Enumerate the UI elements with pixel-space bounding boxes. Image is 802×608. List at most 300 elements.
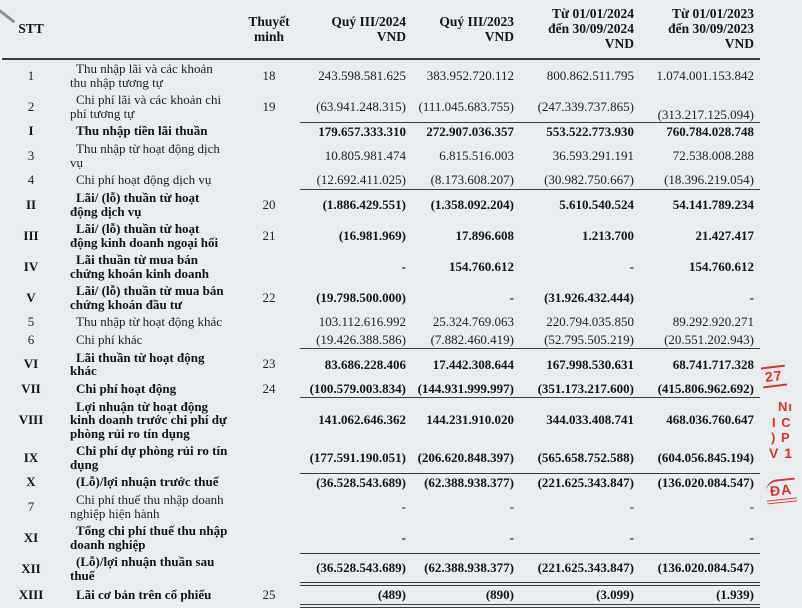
row-label-text: (Lỗ)/lợi nhuận thuần sau thuế xyxy=(70,554,215,583)
stamp-fragment: 27 xyxy=(761,365,787,389)
row-stt xyxy=(2,91,60,122)
row-value xyxy=(640,189,760,220)
row-value xyxy=(412,140,520,171)
row-stt xyxy=(2,122,60,140)
row-note xyxy=(238,122,300,140)
row-value xyxy=(412,522,520,553)
row-value xyxy=(300,473,412,491)
row-value xyxy=(300,442,412,473)
row-stt xyxy=(2,584,60,606)
row-label xyxy=(60,140,238,171)
row-label xyxy=(60,171,238,189)
row-label-text: Lãi/ (lỗ) thuần từ hoạt động kinh doanh ngoại hối xyxy=(70,221,219,250)
row-value xyxy=(300,189,412,220)
row-label-text: Lãi/ (lỗ) thuần từ mua bán chứng khoán đầu tư xyxy=(70,283,224,312)
row-label xyxy=(60,491,238,522)
row-stt xyxy=(2,59,60,91)
header-note-line2: minh xyxy=(253,28,284,44)
table-row xyxy=(2,331,760,349)
row-value xyxy=(640,313,760,331)
row-stt-text: I xyxy=(28,123,34,139)
table-row xyxy=(2,491,760,522)
row-stt-text: IX xyxy=(23,449,39,465)
row-value xyxy=(300,491,412,522)
row-value xyxy=(640,59,760,91)
row-value xyxy=(412,331,520,349)
row-value xyxy=(640,251,760,282)
row-value-text: 1.213.700 xyxy=(582,227,634,243)
row-stt-text: 3 xyxy=(27,147,35,163)
row-value xyxy=(640,380,760,398)
row-value xyxy=(300,282,412,313)
row-value xyxy=(640,473,760,491)
row-stt-text: VII xyxy=(21,380,41,396)
row-value xyxy=(412,553,520,584)
row-stt xyxy=(2,380,60,398)
row-value-text: (565.658.752.588) xyxy=(537,449,634,465)
row-value-text: 36.593.291.191 xyxy=(552,147,634,163)
row-value-text: 54.141.789.234 xyxy=(672,197,754,212)
row-value-text: (177.591.190.051) xyxy=(309,449,406,465)
row-value xyxy=(300,171,412,189)
row-label xyxy=(60,473,238,491)
row-value-text: (18.396.219.054) xyxy=(664,172,754,187)
header-line: VND xyxy=(376,28,406,44)
row-value xyxy=(640,553,760,584)
row-value xyxy=(412,282,520,313)
row-value xyxy=(520,171,640,189)
row-value-text: 154.760.612 xyxy=(449,258,514,274)
row-value xyxy=(412,59,520,91)
table-row xyxy=(2,59,760,91)
row-value xyxy=(520,220,640,251)
row-note xyxy=(238,553,300,584)
row-value-text: (136.020.084.547) xyxy=(657,560,754,575)
header-ytd-2023 xyxy=(640,0,760,59)
row-stt xyxy=(2,522,60,553)
row-value-text: - xyxy=(749,529,754,545)
row-value-text: (36.528.543.689) xyxy=(316,560,406,575)
row-value-text: (136.020.084.547) xyxy=(657,474,754,490)
row-value-text: - xyxy=(401,258,406,274)
row-label-text: Chi phí thuế thu nhập doanh nghiệp hiện hành xyxy=(70,492,224,521)
table-row xyxy=(2,584,760,606)
row-value xyxy=(300,59,412,91)
row-value-text: 10.805.981.474 xyxy=(324,147,406,163)
row-stt xyxy=(2,349,60,380)
row-note xyxy=(238,473,300,491)
row-note xyxy=(238,442,300,473)
table-row xyxy=(2,251,760,282)
row-label xyxy=(60,380,238,398)
row-stt xyxy=(2,220,60,251)
row-value-text: 6.815.516.003 xyxy=(439,147,514,163)
row-value xyxy=(520,349,640,380)
row-note-text: 24 xyxy=(262,380,276,396)
table-row xyxy=(2,522,760,553)
row-value-text: 800.862.511.795 xyxy=(546,67,634,83)
row-value xyxy=(300,553,412,584)
row-value-text: - xyxy=(509,289,514,305)
row-value xyxy=(640,171,760,189)
row-value-text: - xyxy=(401,498,406,514)
row-value xyxy=(520,189,640,220)
row-value-text: 103.112.616.992 xyxy=(318,314,406,329)
row-value-text: (62.388.938.377) xyxy=(424,560,514,575)
stamp-fragment: ĐA xyxy=(765,477,798,504)
row-label-text: Lãi thuần từ mua bán chứng khoán kinh doanh xyxy=(70,252,209,281)
row-value xyxy=(300,331,412,349)
row-value xyxy=(640,140,760,171)
row-value xyxy=(520,398,640,443)
header-line: Từ 01/01/2024 xyxy=(552,6,634,21)
row-value xyxy=(300,584,412,606)
row-value-text: 25.324.769.063 xyxy=(432,314,514,329)
row-note-text: 19 xyxy=(262,98,276,114)
row-value-text: - xyxy=(629,529,634,545)
row-label xyxy=(60,442,238,473)
row-stt-text: III xyxy=(23,227,39,243)
row-stt-text: 4 xyxy=(27,172,35,188)
row-value-text: (7.882.460.419) xyxy=(430,331,514,347)
row-value xyxy=(520,491,640,522)
row-value xyxy=(300,349,412,380)
header-ytd-2024 xyxy=(520,0,640,59)
row-value xyxy=(412,473,520,491)
row-value-text: (1.358.092.204) xyxy=(430,197,514,212)
row-stt xyxy=(2,189,60,220)
row-note xyxy=(238,251,300,282)
row-value-text: (12.692.411.025) xyxy=(316,172,406,187)
row-stt-text: V xyxy=(26,289,36,305)
row-note xyxy=(238,59,300,91)
row-label-text: (Lỗ)/lợi nhuận trước thuế xyxy=(76,474,219,490)
row-label xyxy=(60,584,238,606)
row-value-text: 243.598.581.625 xyxy=(318,67,406,83)
row-value xyxy=(520,91,640,122)
row-stt-text: 5 xyxy=(27,314,35,329)
row-value-text: (351.173.217.600) xyxy=(537,380,634,396)
row-value-text: (221.625.343.847) xyxy=(537,560,634,575)
stamp-fragment: I C xyxy=(772,415,792,430)
row-value-text: (52.795.505.219) xyxy=(544,331,634,347)
row-value-text: (890) xyxy=(485,587,514,602)
header-line: Quý III/2023 xyxy=(439,13,514,29)
row-value xyxy=(640,442,760,473)
row-stt xyxy=(2,313,60,331)
row-stt-text: XII xyxy=(21,560,41,576)
row-value xyxy=(412,251,520,282)
row-value-text: 179.657.333.310 xyxy=(318,123,406,139)
table-row xyxy=(2,220,760,251)
row-label-text: Lợi nhuận từ hoạt động kinh doanh trước chi phí dự phòng rủi ro tín dụng xyxy=(70,398,227,441)
row-value-text: (247.339.737.865) xyxy=(537,98,634,114)
header-line: VND xyxy=(724,36,754,51)
row-value xyxy=(520,251,640,282)
row-value-text: 167.998.530.631 xyxy=(546,356,634,372)
row-label xyxy=(60,251,238,282)
row-label-text: Lãi/ (lỗ) thuần từ hoạt động dịch vụ xyxy=(70,190,200,219)
row-value xyxy=(300,522,412,553)
row-value xyxy=(412,189,520,220)
row-value-text: (36.528.543.689) xyxy=(316,474,406,490)
row-value-text: 760.784.028.748 xyxy=(666,123,754,139)
row-note-text: 20 xyxy=(262,196,276,212)
row-value xyxy=(640,349,760,380)
row-value-text: (30.982.750.667) xyxy=(544,172,634,187)
row-value xyxy=(520,313,640,331)
row-label xyxy=(60,331,238,349)
header-line: Quý III/2024 xyxy=(331,13,406,29)
row-value-text: 220.794.035.850 xyxy=(546,314,634,329)
row-value-text: 89.292.920.271 xyxy=(672,314,754,329)
row-stt-text: X xyxy=(26,474,36,490)
row-value-text: 468.036.760.647 xyxy=(666,412,754,428)
header-description xyxy=(60,0,238,59)
row-label xyxy=(60,522,238,553)
header-line: đến 30/09/2024 xyxy=(548,21,634,36)
stamp-fragment: Nı xyxy=(778,399,793,414)
row-value-text: (221.625.343.847) xyxy=(537,474,634,490)
income-statement-table xyxy=(2,0,760,608)
row-value-text: 272.907.036.357 xyxy=(426,123,514,139)
row-value-text: - xyxy=(509,498,514,514)
table-row xyxy=(2,122,760,140)
row-value-text: (62.388.938.377) xyxy=(424,474,514,490)
row-value-text: (111.045.683.755) xyxy=(418,98,514,114)
row-value-text: 141.062.646.362 xyxy=(318,412,406,428)
row-value xyxy=(520,140,640,171)
row-value xyxy=(640,220,760,251)
header-q3-2024 xyxy=(300,0,412,59)
row-value xyxy=(640,282,760,313)
table-row xyxy=(2,442,760,473)
header-row xyxy=(2,0,760,59)
row-label xyxy=(60,91,238,122)
row-value-text: 68.741.717.328 xyxy=(672,356,754,372)
row-value-text: 383.952.720.112 xyxy=(426,67,514,83)
table-row xyxy=(2,282,760,313)
row-value-text: 553.522.773.930 xyxy=(546,123,634,139)
row-value-text: (1.939) xyxy=(716,587,754,602)
row-note-text: 21 xyxy=(262,227,276,243)
row-value xyxy=(412,584,520,606)
row-label-text: Chi phí hoạt động dịch vụ xyxy=(76,172,212,188)
row-value-text: 5.610.540.524 xyxy=(559,197,634,212)
table-body xyxy=(2,59,760,606)
row-stt-text: VIII xyxy=(18,412,44,427)
table-row xyxy=(2,473,760,491)
row-note-text: 22 xyxy=(262,289,276,305)
row-value-text: (1.886.429.551) xyxy=(322,197,406,212)
row-value-text: (8.173.608.207) xyxy=(430,172,514,187)
row-label-text: Thu nhập tiền lãi thuần xyxy=(76,123,208,139)
row-stt-text: II xyxy=(25,196,37,212)
row-label-text: Lãi cơ bản trên cổ phiếu xyxy=(76,587,212,602)
table-header xyxy=(2,0,760,59)
row-value xyxy=(412,442,520,473)
row-note xyxy=(238,171,300,189)
row-value-text: (19.426.388.586) xyxy=(316,331,406,347)
header-line: đến 30/09/2023 xyxy=(668,21,754,36)
row-note xyxy=(238,313,300,331)
header-note xyxy=(238,0,300,59)
row-note xyxy=(238,331,300,349)
row-value xyxy=(640,91,760,122)
table-row xyxy=(2,171,760,189)
row-value xyxy=(300,380,412,398)
row-value-text: - xyxy=(629,498,634,514)
row-stt xyxy=(2,331,60,349)
row-value xyxy=(640,522,760,553)
row-value xyxy=(640,398,760,443)
row-value xyxy=(520,331,640,349)
row-label xyxy=(60,189,238,220)
row-value-text: (415.806.962.692) xyxy=(657,380,754,396)
row-value-text: 21.427.417 xyxy=(695,227,754,243)
row-value xyxy=(412,380,520,398)
row-note-text: 23 xyxy=(262,356,276,372)
row-value xyxy=(412,91,520,122)
row-value xyxy=(300,251,412,282)
row-value xyxy=(520,59,640,91)
row-stt xyxy=(2,251,60,282)
row-note-text: 18 xyxy=(262,67,276,83)
table-row xyxy=(2,91,760,122)
row-stt-text: 7 xyxy=(27,498,35,514)
row-value xyxy=(300,313,412,331)
row-value-text: (604.056.845.194) xyxy=(657,449,754,465)
row-value xyxy=(640,584,760,606)
row-label-text: Chi phí dự phòng rủi ro tín dụng xyxy=(70,443,228,472)
row-stt-text: XIII xyxy=(18,587,44,602)
row-note xyxy=(238,398,300,443)
row-note xyxy=(238,584,300,606)
row-value-text: (313.217.125.094) xyxy=(657,106,754,122)
header-line: Từ 01/01/2023 xyxy=(672,6,754,21)
row-value-text: - xyxy=(749,289,754,305)
row-note xyxy=(238,522,300,553)
row-stt-text: 2 xyxy=(27,98,35,114)
row-value xyxy=(640,122,760,140)
row-value-text: 144.231.910.020 xyxy=(426,412,514,428)
table-row xyxy=(2,398,760,443)
row-label-text: Chi phí hoạt động xyxy=(76,380,177,396)
row-stt-text: 6 xyxy=(27,331,35,347)
row-value xyxy=(412,171,520,189)
row-value-text: (144.931.999.997) xyxy=(417,380,514,396)
row-label-text: Thu nhập từ hoạt động dịch vụ xyxy=(70,141,220,170)
row-value xyxy=(300,122,412,140)
row-value xyxy=(520,522,640,553)
row-stt xyxy=(2,171,60,189)
row-note xyxy=(238,380,300,398)
row-value-text: (63.941.248.315) xyxy=(316,98,406,114)
header-q3-2023 xyxy=(412,0,520,59)
row-stt-text: VI xyxy=(23,356,39,372)
row-value-text: (16.981.969) xyxy=(338,227,406,243)
row-value-text: 83.686.228.406 xyxy=(324,356,406,372)
header-stt: STT xyxy=(2,0,60,59)
row-value-text: - xyxy=(629,258,634,274)
header-line: VND xyxy=(604,36,634,51)
row-stt xyxy=(2,398,60,443)
row-stt xyxy=(2,553,60,584)
row-note xyxy=(238,220,300,251)
row-value xyxy=(412,220,520,251)
row-value xyxy=(640,331,760,349)
row-label xyxy=(60,282,238,313)
row-value-text: 154.760.612 xyxy=(689,258,754,274)
table-row xyxy=(2,189,760,220)
table-row xyxy=(2,313,760,331)
header-note-line1: Thuyết xyxy=(248,13,290,29)
row-stt xyxy=(2,473,60,491)
row-value xyxy=(520,122,640,140)
row-value-text: (206.620.848.397) xyxy=(417,449,514,465)
row-stt xyxy=(2,140,60,171)
row-label-text: Thu nhập từ hoạt động khác xyxy=(76,314,223,329)
row-label xyxy=(60,349,238,380)
row-value-text: (3.099) xyxy=(596,587,634,602)
row-note xyxy=(238,140,300,171)
row-value xyxy=(412,491,520,522)
row-note xyxy=(238,91,300,122)
row-note xyxy=(238,282,300,313)
row-value-text: (31.926.432.444) xyxy=(544,289,634,305)
row-stt xyxy=(2,282,60,313)
row-value-text: (489) xyxy=(377,587,406,602)
row-value xyxy=(300,140,412,171)
row-label-text: Lãi thuần từ hoạt động khác xyxy=(70,349,205,378)
row-note-text: 25 xyxy=(262,587,276,602)
row-value-text: 17.896.608 xyxy=(455,227,514,243)
row-value xyxy=(520,380,640,398)
row-value xyxy=(520,553,640,584)
row-note xyxy=(238,491,300,522)
row-label-text: Chi phí lãi và các khoản chi phí tương tự xyxy=(70,92,222,121)
row-note xyxy=(238,349,300,380)
row-value xyxy=(412,398,520,443)
row-stt-text: 1 xyxy=(27,67,35,83)
row-value-text: 344.033.408.741 xyxy=(546,412,634,428)
table-row xyxy=(2,140,760,171)
row-value-text: - xyxy=(749,498,754,514)
row-value xyxy=(300,91,412,122)
row-value xyxy=(520,282,640,313)
row-value xyxy=(520,473,640,491)
row-label xyxy=(60,122,238,140)
row-value-text: 17.442.308.644 xyxy=(432,356,514,372)
row-value-text: (19.798.500.000) xyxy=(316,289,406,305)
table-row xyxy=(2,553,760,584)
row-value xyxy=(412,349,520,380)
header-line: VND xyxy=(484,28,514,44)
row-stt-text: IV xyxy=(23,258,39,274)
row-value xyxy=(520,584,640,606)
row-label xyxy=(60,553,238,584)
stamp-fragment: ) P xyxy=(771,430,791,445)
row-value-text: - xyxy=(509,529,514,545)
row-value xyxy=(412,313,520,331)
row-value-text: 72.538.008.288 xyxy=(672,147,754,163)
row-label xyxy=(60,220,238,251)
row-note xyxy=(238,189,300,220)
row-value xyxy=(300,398,412,443)
stamp-fragment: V 1 xyxy=(769,445,794,461)
row-label xyxy=(60,313,238,331)
table-row xyxy=(2,349,760,380)
